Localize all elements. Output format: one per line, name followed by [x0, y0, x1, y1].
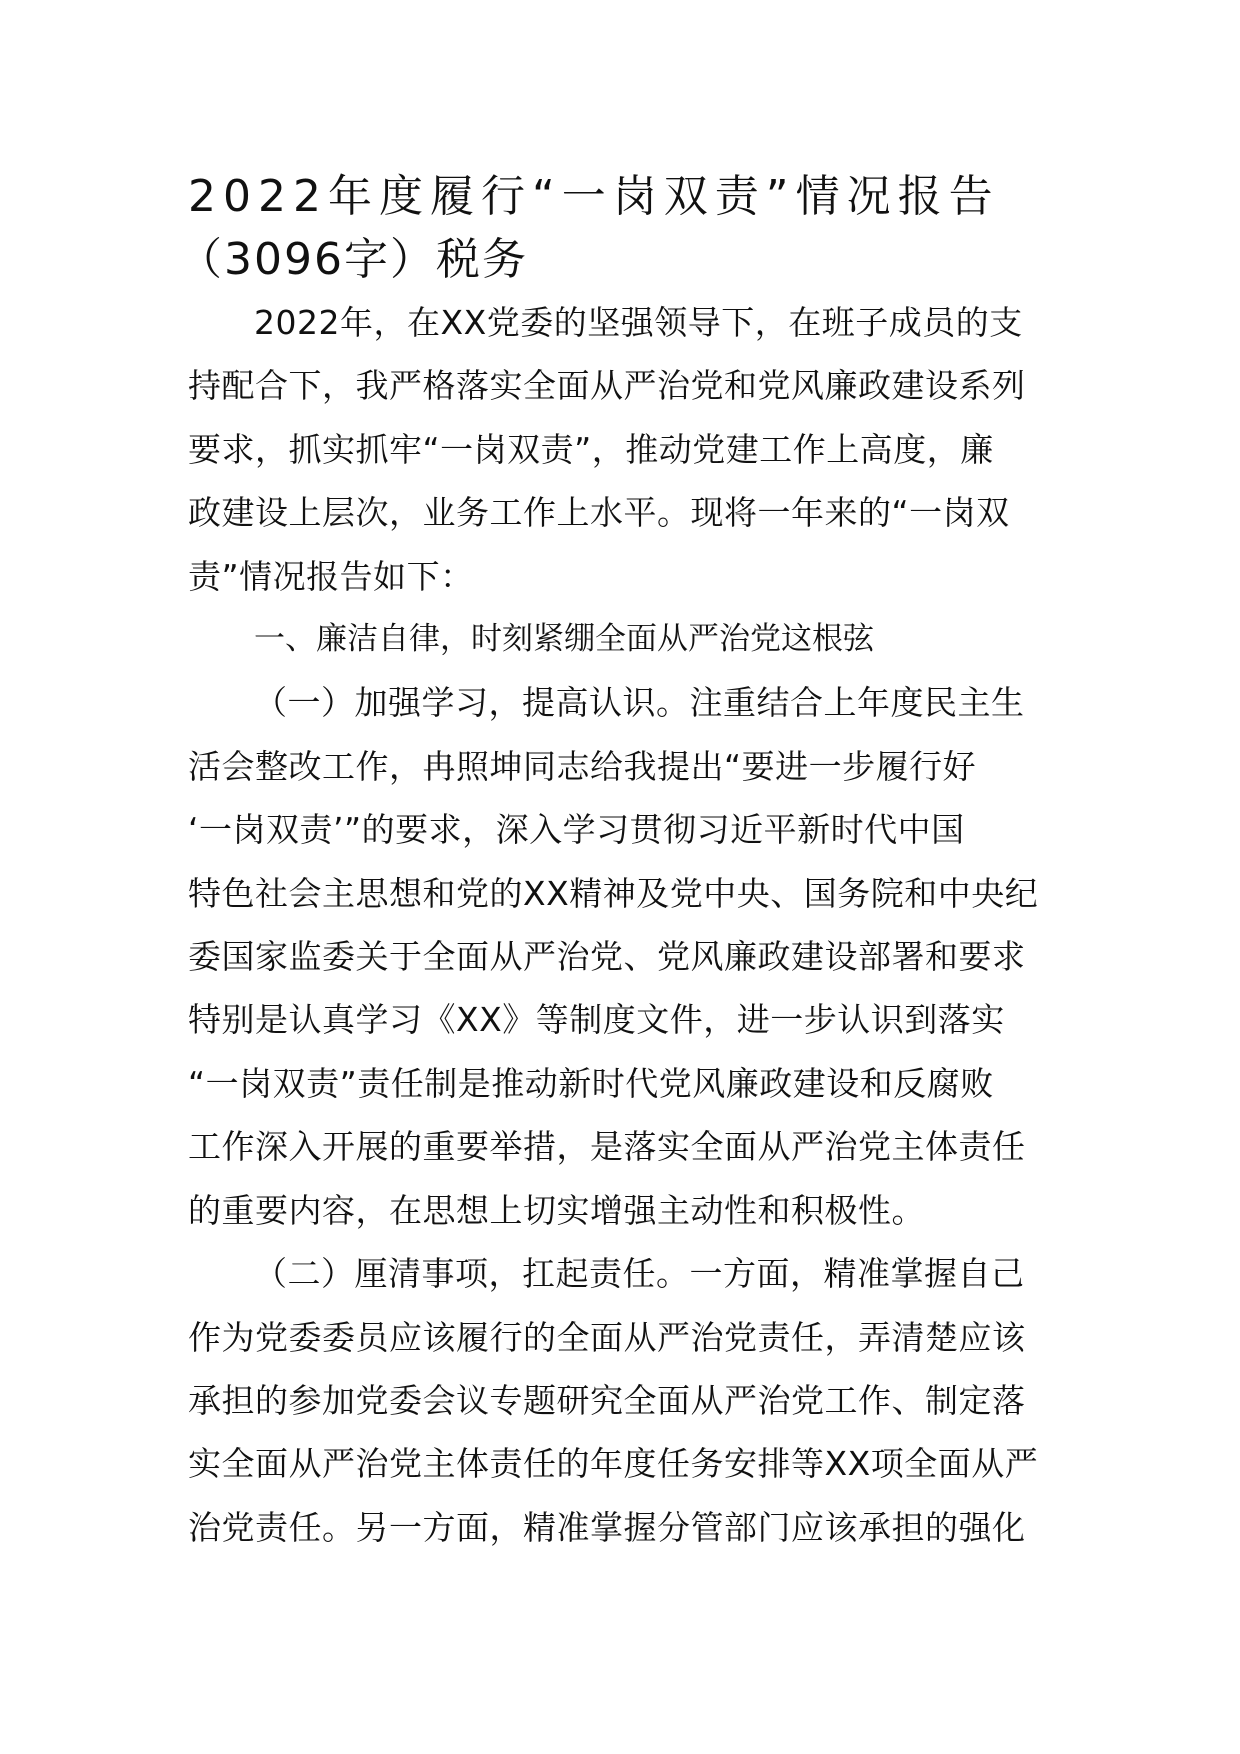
paragraph-line: 实全面从严治党主体责任的年度任务安排等XX项全面从严 — [188, 1444, 1039, 1484]
paragraph-line: （一）加强学习，提高认识。注重结合上年度民主生 — [254, 683, 1025, 723]
paragraph-line: 责”情况报告如下： — [188, 556, 474, 596]
paragraph-line: 政建设上层次，业务工作上水平。现将一年来的“一岗双 — [188, 493, 1010, 533]
paragraph-line: 作为党委委员应该履行的全面从严治党责任，弄清楚应该 — [188, 1317, 1026, 1357]
paragraph-line: 特别是认真学习《XX》等制度文件，进一步认识到落实 — [188, 1000, 1005, 1040]
paragraph-line: 委国家监委关于全面从严治党、党风廉政建设部署和要求 — [188, 937, 1026, 977]
paragraph-line: 特色社会主思想和党的XX精神及党中央、国务院和中央纪 — [188, 873, 1039, 913]
subsection-1-paragraph — [188, 671, 1056, 1242]
section-heading — [188, 608, 1056, 671]
paragraph-line: ‘一岗双责’”的要求，深入学习贯彻习近平新时代中国 — [188, 810, 965, 850]
title-line-2: （3096字）税务 — [178, 234, 528, 285]
paragraph-line: 2022年，在XX党委的坚强领导下，在班子成员的支 — [254, 303, 1023, 342]
intro-paragraph — [188, 291, 1056, 608]
paragraph-line: 要求，抓实抓牢“一岗双责”，推动党建工作上高度，廉 — [188, 429, 994, 469]
document-title — [178, 165, 1056, 291]
paragraph-line: 持配合下，我严格落实全面从严治党和党风廉政建设系列 — [188, 366, 1026, 406]
subsection-2-paragraph — [188, 1242, 1056, 1559]
section-heading-text: 一、廉洁自律，时刻紧绷全面从严治党这根弦 — [254, 621, 874, 658]
paragraph-line: 承担的参加党委会议专题研究全面从严治党工作、制定落 — [188, 1380, 1026, 1420]
paragraph-line: 的重要内容，在思想上切实增强主动性和积极性。 — [188, 1190, 925, 1230]
paragraph-line: 工作深入开展的重要举措，是落实全面从严治党主体责任 — [188, 1127, 1026, 1167]
paragraph-line: 治党责任。另一方面，精准掌握分管部门应该承担的强化 — [188, 1507, 1026, 1547]
paragraph-line: “一岗双责”责任制是推动新时代党风廉政建设和反腐败 — [188, 1063, 994, 1103]
paragraph-line: （二）厘清事项，扛起责任。一方面，精准掌握自己 — [254, 1254, 1025, 1294]
title-line-1: 2022年度履行“一岗双责”情况报告 — [188, 171, 1000, 222]
paragraph-line: 活会整改工作，冉照坤同志给我提出“要进一步履行好 — [188, 746, 977, 786]
document-body — [178, 165, 1056, 1559]
